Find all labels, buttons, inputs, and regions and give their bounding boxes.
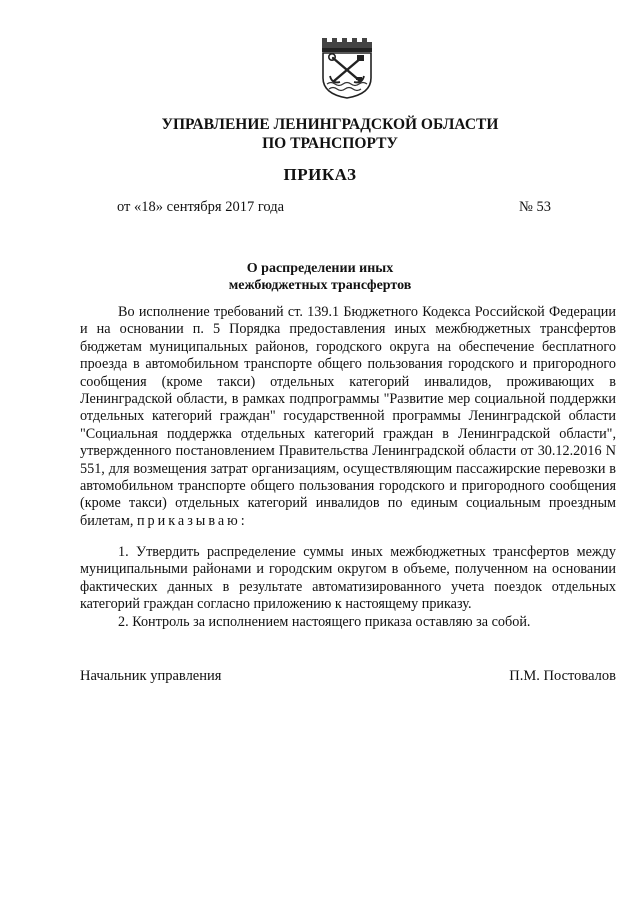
- intro-paragraph: [80, 304, 616, 530]
- organization-line-2: ПО ТРАНСПОРТУ: [262, 135, 398, 152]
- signatory-position: Начальник управления: [80, 668, 222, 684]
- order-word: приказываю:: [136, 512, 248, 529]
- document-number: № 53: [519, 199, 551, 215]
- intro-text: Во исполнение требований ст. 139.1 Бюджетного Кодекса Российской Федерации и на основании п. 5 Порядка предоставления иных межбюджетных трансфертов бюджетам муниципальных районов, городского округа на обеспечение бесплатного проезда в автомобильном транспорте общего пользования городского и пригородного сообщения (кроме такси) отдельных категорий инвалидов, проживающих в Ленинградской области, в рамках подпрограммы "Развитие мер социальной поддержки отдельных категорий граждан" государственной программы Ленинградской области "Социальная поддержка отдельных категорий граждан в Ленинградской области", утвержденного постановлением Правительства Ленинградской области от 30.12.2016 N 551, для возмещения затрат организациям, осуществляющим пассажирские перевозки в автомобильном транспорте общего пользования городского и пригородного сообщения (кроме такси) отдельных категорий инвалидов по единым социальным проездным билетам,: [80, 304, 616, 529]
- organization-line-1: УПРАВЛЕНИЕ ЛЕНИНГРАДСКОЙ ОБЛАСТИ: [161, 116, 499, 133]
- document-type: ПРИКАЗ: [283, 165, 357, 184]
- document-subject: [0, 260, 640, 294]
- subject-line-2: межбюджетных трансфертов: [228, 278, 412, 293]
- subject-line-1: О распределении иных: [246, 261, 394, 276]
- order-item-2: 2. Контроль за исполнением настоящего приказа оставляю за собой.: [118, 613, 531, 630]
- organization-name: [10, 115, 640, 153]
- order-items: [80, 544, 616, 631]
- document-date: от «18» сентября 2017 года: [117, 199, 285, 215]
- coat-of-arms-icon: [318, 34, 376, 100]
- signatory-name: П.М. Постовалов: [509, 668, 616, 684]
- order-item-1: 1. Утвердить распределение суммы иных межбюджетных трансфертов между муниципальными районами и городским округом в объеме, полученном на основании фактических данных в результате автоматизированного учета поездок отдельных категорий граждан согласно приложению к настоящему приказу.: [80, 544, 616, 613]
